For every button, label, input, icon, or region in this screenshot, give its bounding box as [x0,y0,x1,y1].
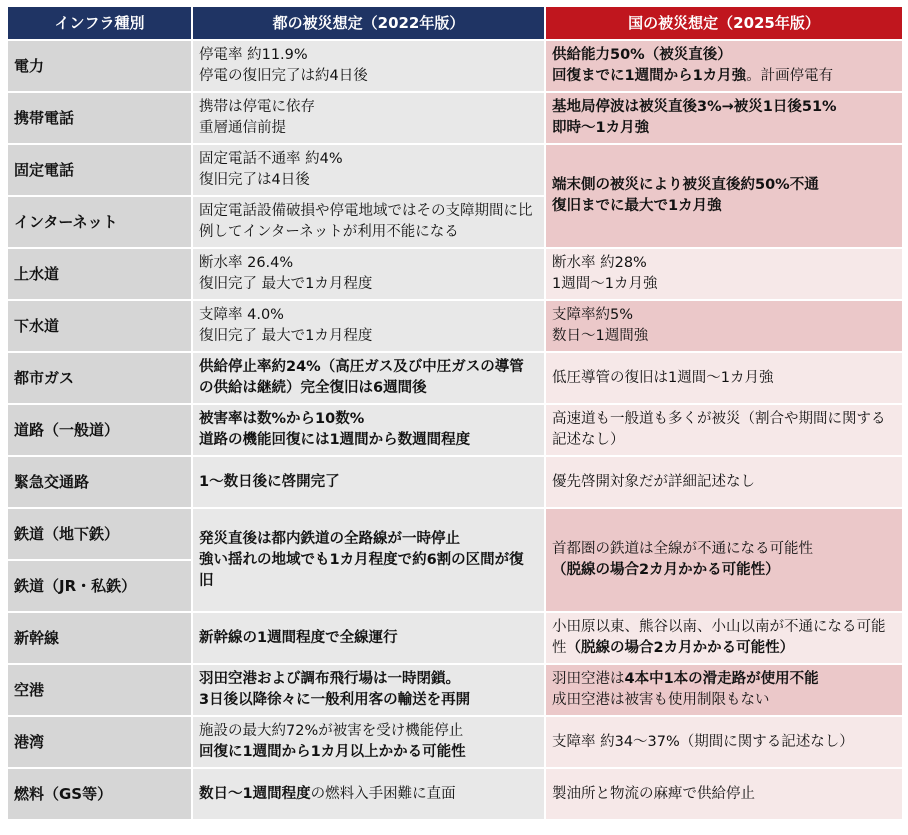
nation-cell-merged [546,145,902,247]
table-row [8,405,902,455]
nation-line: 端末側の被災により被災直後約50%不通 [552,177,819,193]
nation-text-normal: 小田原以東、熊谷以南、小山以南が不通になる可能性 [552,619,886,656]
nation-line-normal: 。計画停電有 [746,68,834,84]
nation-cell [546,665,902,715]
tokyo-text-normal: の燃料入手困難に直面 [310,785,456,802]
tokyo-cell [193,353,544,403]
tokyo-line: 固定電話不通率 約4% [199,151,343,167]
tokyo-cell [193,41,544,91]
table-row [8,509,902,559]
tokyo-line: 断水率 26.4% [199,255,294,271]
table-row [8,353,902,403]
tokyo-line: 施設の最大約72%が被害を受け機能停止 [199,723,464,739]
nation-line: 即時～1カ月強 [552,120,650,136]
tokyo-line-bold: 回復に1週間から1カ月以上かかる可能性 [199,744,466,760]
nation-cell [546,93,902,143]
nation-line-bold: 4本中1本の滑走路が使用不能 [624,671,819,687]
tokyo-text: 固定電話設備破損や停電地域ではその支障期間に比例してインターネットが利用不能になる [199,203,533,240]
nation-line: 断水率 約28% [552,255,647,271]
nation-cell-merged [546,509,902,611]
nation-cell [546,301,902,351]
category-cell: 電力 [8,41,191,91]
category-cell: 下水道 [8,301,191,351]
tokyo-text: 供給停止率約24%（高圧ガス及び中圧ガスの導管の供給は継続）完全復旧は6週間後 [199,359,524,396]
tokyo-cell-merged [193,509,544,611]
nation-line: 基地局停波は被災直後3%→被災1日後51% [552,99,837,115]
category-cell: 緊急交通路 [8,457,191,507]
nation-line: 支障率約5% [552,307,634,323]
nation-cell [546,405,902,455]
tokyo-line: 復旧完了 最大で1カ月程度 [199,328,373,344]
tokyo-cell [193,249,544,299]
nation-cell [546,457,902,507]
category-cell: 港湾 [8,717,191,767]
nation-line-bold: （脱線の場合2カ月かかる可能性） [552,562,780,578]
category-cell: 都市ガス [8,353,191,403]
nation-text: 高速道も一般道も多くが被災（割合や期間に関する記述なし） [552,411,886,448]
table-row [8,613,902,663]
tokyo-cell [193,665,544,715]
table-row [8,145,902,195]
header-national-estimate: 国の被災想定（2025年版） [546,7,902,39]
tokyo-cell [193,301,544,351]
nation-line: 数日～1週間強 [552,328,649,344]
tokyo-line: 重層通信前提 [199,120,286,136]
category-cell: 携帯電話 [8,93,191,143]
nation-cell [546,41,902,91]
tokyo-cell [193,405,544,455]
header-tokyo-estimate: 都の被災想定（2022年版） [193,7,544,39]
category-cell: 道路（一般道） [8,405,191,455]
nation-cell [546,249,902,299]
tokyo-cell [193,93,544,143]
nation-line: 1週間～1カ月強 [552,276,658,292]
nation-line: 首都圏の鉄道は全線が不通になる可能性 [552,541,813,557]
table-row [8,717,902,767]
tokyo-cell [193,197,544,247]
tokyo-cell [193,457,544,507]
nation-cell [546,613,902,663]
infrastructure-damage-table [6,5,904,821]
nation-line-bold: 回復までに1週間から1カ月強 [552,68,747,84]
table-row [8,93,902,143]
nation-cell [546,769,902,819]
tokyo-line: 強い揺れの地域でも1カ月程度で約6割の区間が復旧 [199,551,524,589]
nation-line: 復旧までに最大で1カ月強 [552,198,722,214]
category-cell: 鉄道（JR・私鉄） [8,561,191,611]
nation-line: 成田空港は被害も使用制限もない [552,692,770,708]
tokyo-line: 携帯は停電に依存 [199,99,315,115]
category-cell: 鉄道（地下鉄） [8,509,191,559]
nation-text: 優先啓開対象だが詳細記述なし [552,473,755,490]
tokyo-text: 1～数日後に啓開完了 [199,473,340,490]
nation-cell [546,717,902,767]
table-row [8,249,902,299]
nation-text: 低圧導管の復旧は1週間～1カ月強 [552,369,774,386]
tokyo-line: 被害率は数%から10数% [199,411,365,427]
tokyo-cell [193,613,544,663]
tokyo-line: 復旧完了 最大で1カ月程度 [199,276,373,292]
category-cell: 燃料（GS等） [8,769,191,819]
category-cell: 空港 [8,665,191,715]
category-cell: 新幹線 [8,613,191,663]
tokyo-text: 新幹線の1週間程度で全線運行 [199,629,398,646]
table-row [8,301,902,351]
category-cell: 固定電話 [8,145,191,195]
nation-text-bold: （脱線の場合2カ月かかる可能性） [566,640,795,656]
tokyo-text-bold: 数日～1週間程度 [199,785,311,802]
nation-line: 供給能力50%（被災直後） [552,47,732,63]
table-row [8,769,902,819]
tokyo-line: 停電の復旧完了は約4日後 [199,68,368,84]
nation-text: 支障率 約34～37%（期間に関する記述なし） [552,733,854,750]
header-category: インフラ種別 [8,7,191,39]
tokyo-cell [193,717,544,767]
tokyo-line: 道路の機能回復には1週間から数週間程度 [199,432,471,448]
table-row [8,41,902,91]
category-cell: 上水道 [8,249,191,299]
tokyo-cell [193,769,544,819]
nation-cell [546,353,902,403]
table-row [8,665,902,715]
tokyo-line: 発災直後は都内鉄道の全路線が一時停止 [199,530,460,547]
tokyo-line: 支障率 4.0% [199,307,284,323]
table-row [8,457,902,507]
tokyo-line: 3日後以降徐々に一般利用客の輸送を再開 [199,692,471,708]
tokyo-line: 復旧完了は4日後 [199,172,310,188]
category-cell: インターネット [8,197,191,247]
tokyo-cell [193,145,544,195]
tokyo-line: 羽田空港および調布飛行場は一時閉鎖。 [199,671,460,687]
tokyo-line: 停電率 約11.9% [199,47,308,63]
table-header-row [8,7,902,39]
nation-line-normal: 羽田空港は [552,671,625,687]
nation-text: 製油所と物流の麻痺で供給停止 [552,785,755,802]
